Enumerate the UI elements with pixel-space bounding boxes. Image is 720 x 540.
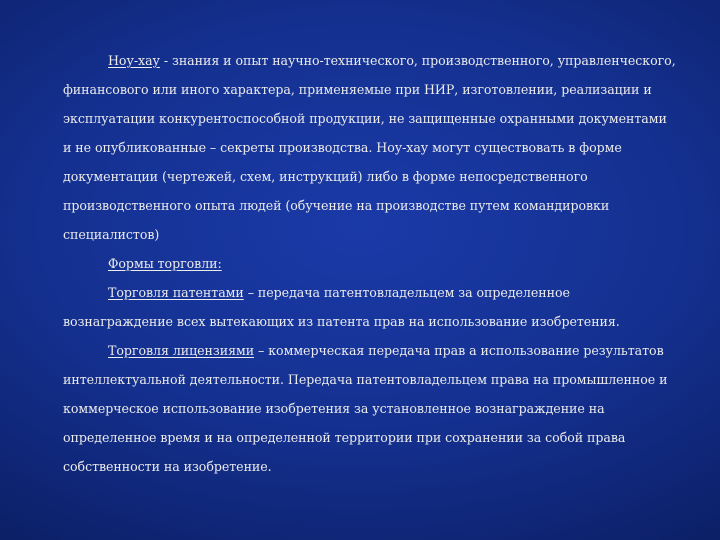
term-license-trade: Торговля лицензиями (108, 343, 255, 358)
definition-know-how: - знания и опыт научно-технического, производственного, управленческого, финансового или иного характера, применяемые при НИР, изготовлении, реализации и эксплуатации конкурентоспособной продукции, не защищенные охранными документами и не опубликованные – секреты производства. Ноу-хау могут существовать в форме документации (чертежей, схем, инструкций) либо в форме непосредственного производственного опыта людей (обучение на производстве путем командировки специалистов) (63, 53, 676, 242)
paragraph-license-trade (63, 336, 678, 481)
definition-patent-trade: – передача патентовладельцем за определенное вознаграждение всех вытекающих из патента прав на использование изобретения. (63, 285, 620, 329)
heading-trade-forms: Формы торговли: (108, 256, 222, 271)
definition-license-trade: – коммерческая передача прав а использование результатов интеллектуальной деятельности. Передача патентовладельцем права на промышленное и коммерческое использование изобретения за установленное вознаграждение на определенное время и на определенной территории при сохранении за собой права собственности на изобретение. (63, 343, 668, 474)
term-know-how: Ноу-хау (108, 53, 160, 68)
term-patent-trade: Торговля патентами (108, 285, 244, 300)
paragraph-know-how (63, 46, 678, 249)
slide-body (63, 46, 678, 481)
paragraph-patent-trade (63, 278, 678, 336)
paragraph-trade-forms (63, 249, 678, 278)
